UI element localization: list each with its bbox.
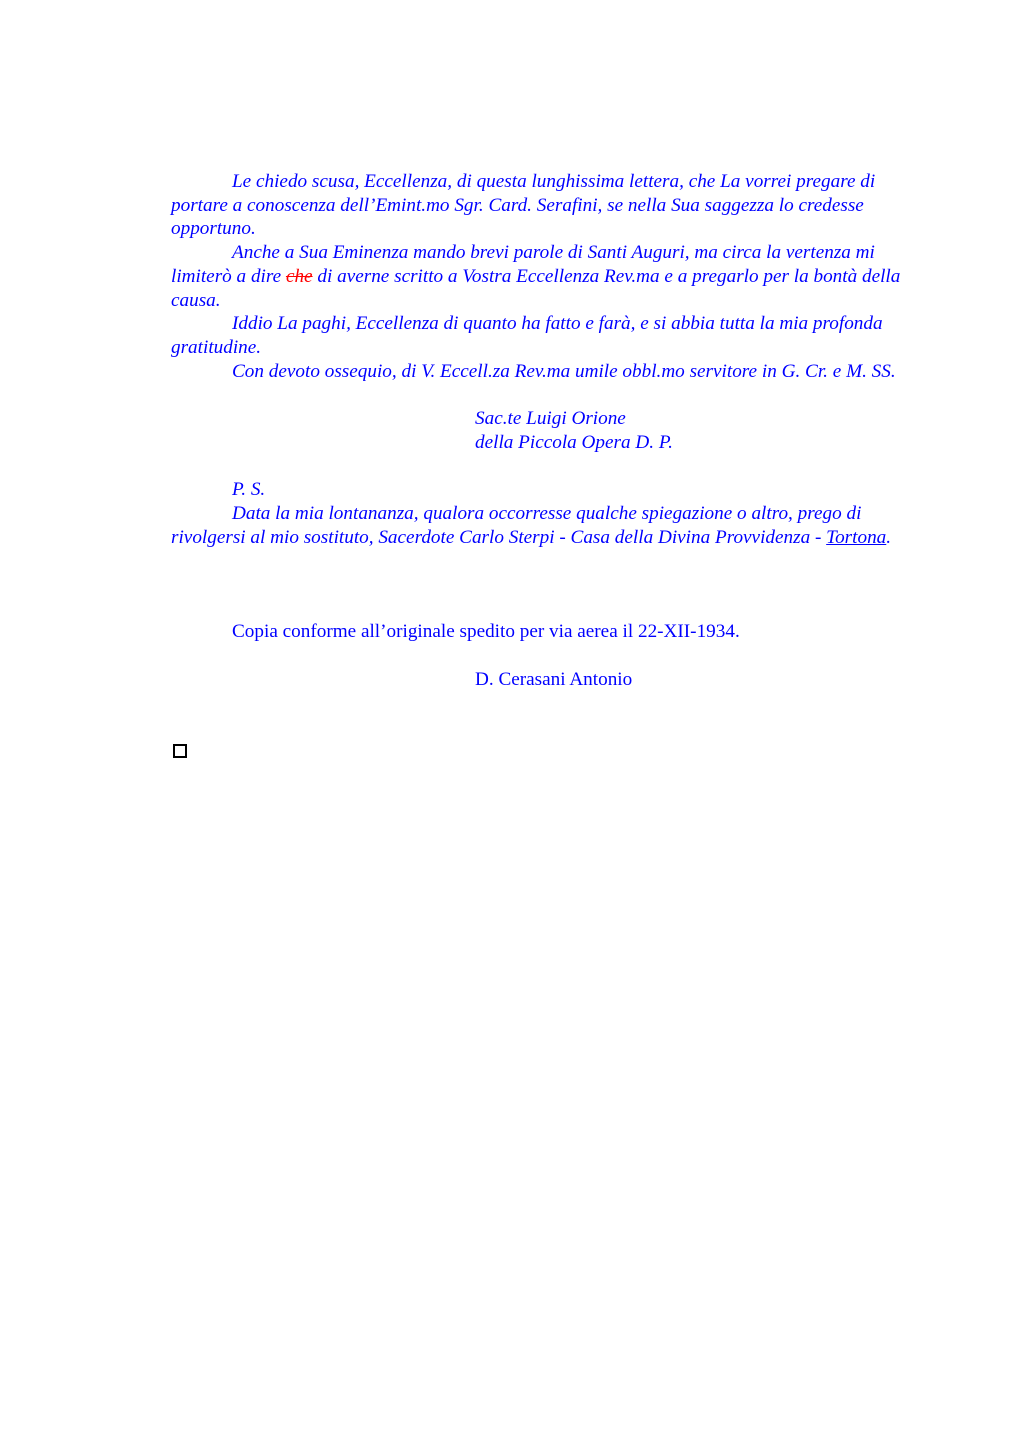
- paragraph-apology: Le chiedo scusa, Eccellenza, di questa lunghissima lettera, che La vorrei pregare di portare a conoscenza dell’Emint.mo Sgr. Card. Serafini, se nella Sua saggezza lo credesse opportuno.: [171, 171, 876, 240]
- paragraph-eminence-text-end: di averne scritto a Vostra Eccellenza Rev.ma e a pregarlo per la bontà della causa.: [171, 265, 901, 311]
- paragraph-closing: Con devoto ossequio, di V. Eccell.za Rev.ma umile obbl.mo servitore in G. Cr. e M. SS.: [232, 360, 896, 382]
- paragraph-eminence: [171, 241, 926, 312]
- signature-title: della Piccola Opera D. P.: [475, 431, 673, 453]
- spacer: [171, 644, 926, 668]
- empty-square-mark: [173, 744, 187, 758]
- postscript-text-start: Data la mia lontananza, qualora occorresse qualche spiegazione o altro, prego di rivolgersi al mio sostituto, Sacerdote Carlo Sterpi - Casa della Divina Provvidenza -: [171, 502, 862, 548]
- postscript-text-end: .: [886, 526, 892, 548]
- certification-text: Copia conforme all’originale spedito per via aerea il 22-XII-1934.: [232, 621, 740, 643]
- postscript-text: [171, 502, 926, 549]
- spacer: [171, 454, 926, 478]
- struck-word: che: [285, 265, 313, 287]
- postscript-label: P. S.: [232, 479, 266, 501]
- letter-body: [171, 170, 926, 691]
- paragraph-gratitude: Iddio La paghi, Eccellenza di quanto ha fatto e farà, e si abbia tutta la mia profonda gratitudine.: [171, 313, 883, 358]
- certification-signer: D. Cerasani Antonio: [475, 668, 633, 690]
- spacer: [171, 383, 926, 407]
- paragraph-eminence-text-start: Anche a Sua Eminenza mando brevi parole di Santi Auguri, ma circa la vertenza mi limiterò a dire: [171, 242, 875, 287]
- signature-name: Sac.te Luigi Orione: [475, 408, 626, 430]
- postscript-city: Tortona: [826, 526, 887, 548]
- spacer: [171, 549, 926, 620]
